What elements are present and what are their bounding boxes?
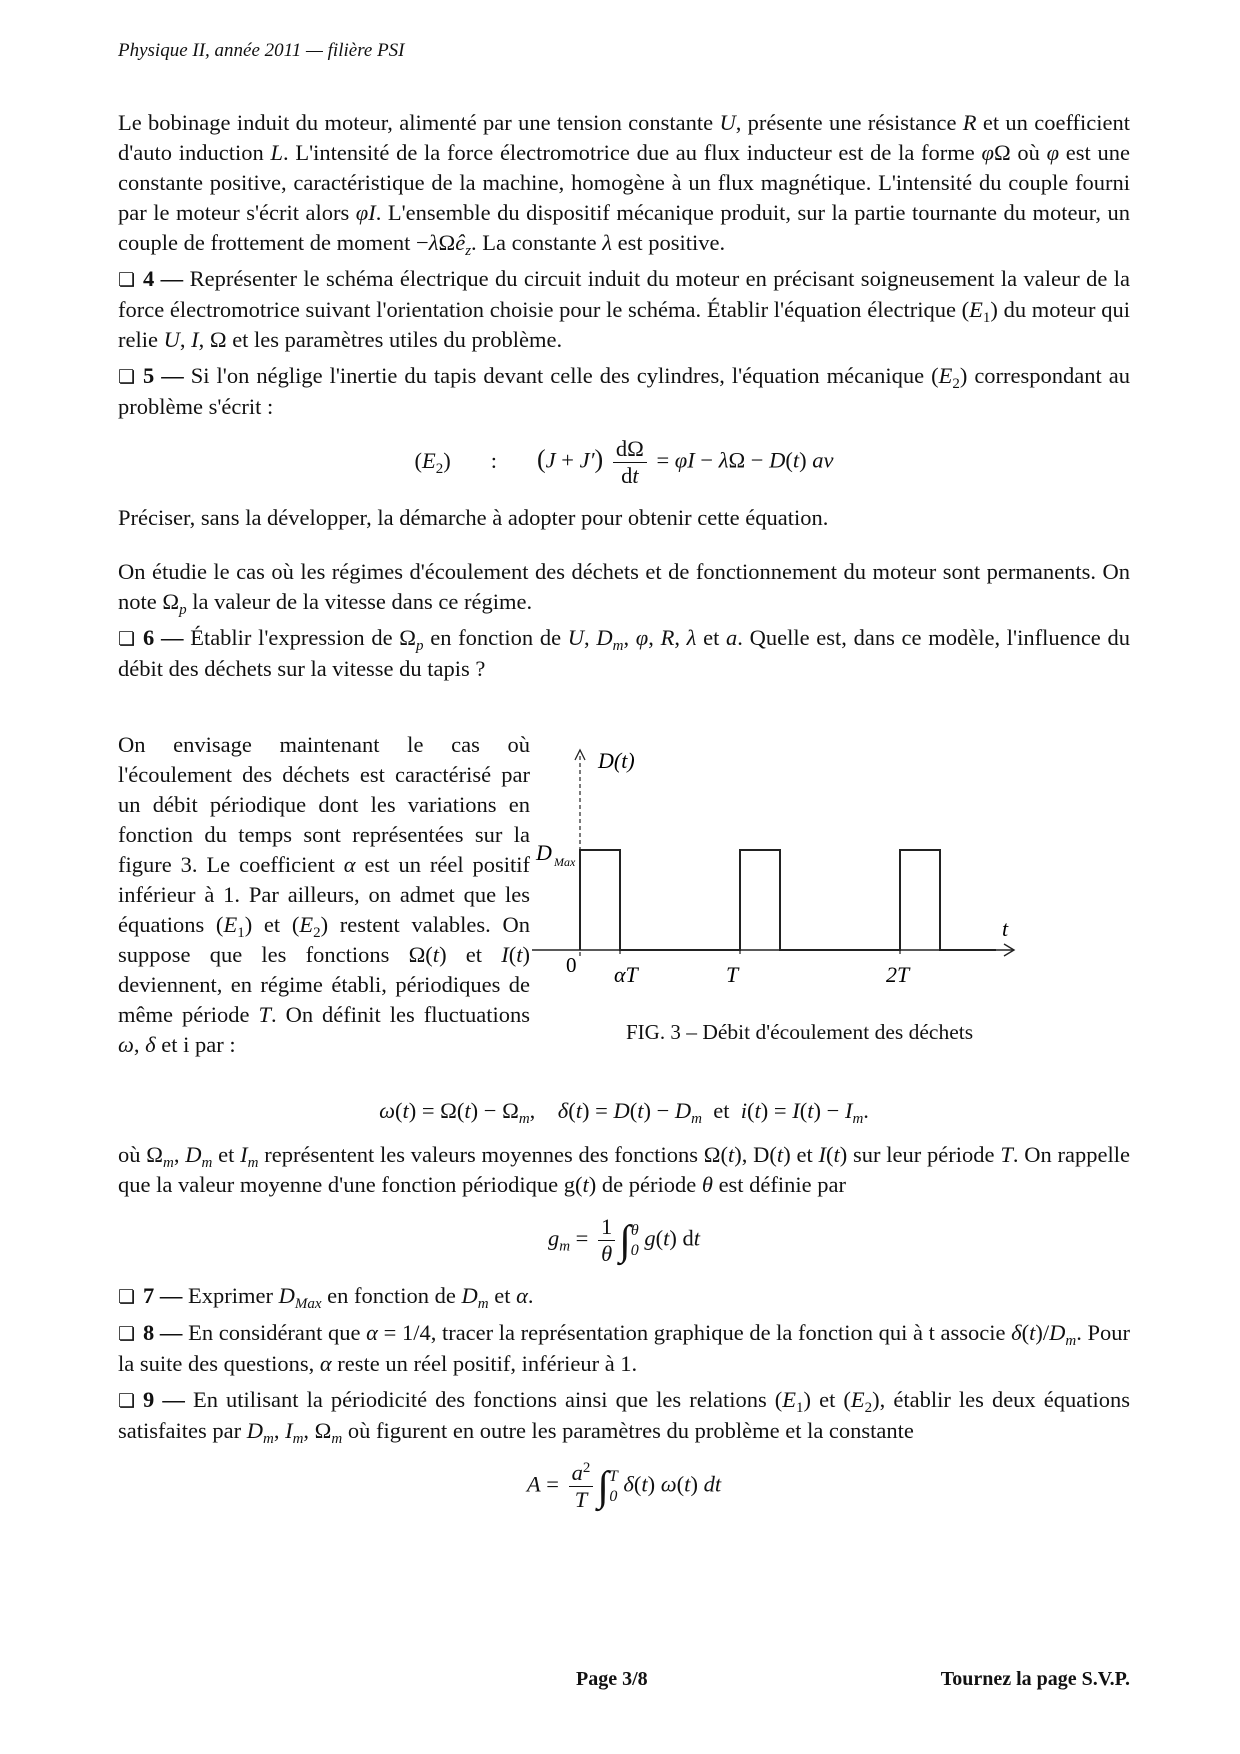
permanent-regime-paragraph: On étudie le cas où les régimes d'écoulement des déchets et de fonctionnement du moteur sont permanents. On note $\Omega_p$ la valeur de la vitesse dans ce régime.	[118, 559, 1130, 618]
equation-mean: $g_m$ = $\frac{1}{\theta}$ ∫ θ 0 g(t) dt	[547, 1214, 701, 1266]
equation-a: A = $\frac{a^2}{T}$ ∫ T 0 δ(t) ω(t) dt	[526, 1460, 722, 1512]
checkbox-icon: ❏	[118, 269, 136, 291]
x-tick-label: αT	[614, 962, 638, 987]
page-number: Page 3/8	[576, 1668, 648, 1690]
mean-values-paragraph: où $\Omega_m$, $D_m$ et $I_m$ représentent les valeurs moyennes des fonctions Ω(t), D(t) et I(t) sur leur période T. On rappelle que la valeur moyenne d'une fonction périodique g(t) de période θ est définie par	[118, 1142, 1130, 1197]
equation-e2: $(E_2)$ : (J + J′) $\frac{d\Omega}{dt}$ = φI − λΩ − D(t) av	[414, 436, 834, 488]
origin-label: 0	[566, 953, 577, 977]
question-number: 8 —	[143, 1320, 183, 1345]
question-8	[118, 1318, 1130, 1379]
x-tick-label: 2T	[886, 962, 910, 987]
question-text: Représenter le schéma électrique du circuit induit du moteur en précisant soigneusement la valeur de la force électromotrice suivant l'orientation choisie pour le schéma. Établir l'équation électrique $(E_1)$ du moteur qui relie U, I, Ω et les paramètres utiles du problème.	[118, 266, 1131, 352]
question-number: 6 —	[143, 625, 184, 650]
checkbox-icon: ❏	[118, 1286, 136, 1308]
question-number: 9 —	[143, 1387, 185, 1412]
x-tick-label: T	[726, 962, 739, 987]
page	[118, 40, 1130, 1527]
question-number: 7 —	[143, 1283, 183, 1308]
question-4	[118, 264, 1130, 355]
turn-page-note: Tournez la page S.V.P.	[940, 1668, 1130, 1690]
checkbox-icon: ❏	[118, 366, 136, 388]
question-7	[118, 1281, 1130, 1312]
question-text: Établir l'expression de $\Omega_p$ en fonction de U, $D_m$, φ, R, λ et a. Quelle est, dans ce modèle, l'influence du débit des déchets sur la vitesse du tapis ?	[118, 625, 1130, 681]
figure-section	[118, 730, 1130, 1060]
checkbox-icon: ❏	[118, 1323, 136, 1345]
pulse-series-line	[580, 850, 996, 950]
figure-caption	[626, 1020, 973, 1045]
y-axis-label: D(t)	[598, 748, 635, 773]
figure-caption-text: – Débit d'écoulement des déchets	[680, 1020, 974, 1044]
x-axis-label: t	[1002, 916, 1009, 941]
intro-paragraph: Le bobinage induit du moteur, alimenté par une tension constante U, présente une résistance R et un coefficient d'auto induction L. L'intensité de la force électromotrice due au flux inducteur est de la forme φΩ où φ est une constante positive, caractéristique de la machine, homogène à un flux magnétique. L'intensité du couple fourni par le moteur s'écrit alors φI. L'ensemble du dispositif mécanique produit, sur la partie tournante du moteur, un couple de frottement de moment −λΩê$_z$. La constante λ est positive.	[118, 110, 1130, 259]
debit-chart	[530, 730, 1130, 1020]
figure-3	[530, 730, 1130, 1060]
page-header: Physique II, année 2011 — filière PSI	[118, 40, 405, 61]
checkbox-icon: ❏	[118, 628, 136, 650]
question-text: En considérant que α = 1/4, tracer la représentation graphique de la fonction qui à t associe $\delta(t)/D_m$. Pour la suite des questions, α reste un réel positif, inférieur à 1.	[118, 1320, 1131, 1376]
question-number: 5 —	[143, 363, 184, 388]
question-text: En utilisant la périodicité des fonctions ainsi que les relations $(E_1)$ et $(E_2)$, établir les deux équations satisfaites par $D_m$, $I_m$, $\Omega_m$ où figurent en outre les paramètres du problème et la constante	[118, 1387, 1130, 1447]
q5-followup: Préciser, sans la développer, la démarche à adopter pour obtenir cette équation.	[118, 505, 829, 530]
periodic-paragraph: On envisage maintenant le cas où l'écoulement des déchets est caractérisé par un débit périodique dont les variations en fonction du temps sont représentées sur la figure 3. Le coefficient α est un réel positif inférieur à 1. Par ailleurs, on admet que les équations $(E_1)$ et $(E_2)$ restent valables. On suppose que les fonctions Ω(t) et I(t) deviennent, en régime établi, périodiques de même période T. On définit les fluctuations ω, δ et i par :	[118, 732, 531, 1057]
checkbox-icon: ❏	[118, 1390, 136, 1412]
ymax-label: D	[536, 840, 552, 865]
figure-caption-prefix: FIG. 3	[626, 1020, 681, 1044]
question-9	[118, 1385, 1130, 1446]
question-5	[118, 361, 1130, 422]
question-text: Exprimer $D_{Max}$ en fonction de $D_m$ et α.	[188, 1283, 534, 1312]
equation-fluctuations: $\omega(t) = \Omega(t) - \Omega_m$, $\delta(t) = D(t) - D_m$ et $i(t) = I(t) - I_m$.	[379, 1098, 869, 1127]
question-number: 4 —	[143, 266, 184, 291]
ymax-label-sub: Max	[554, 855, 576, 869]
question-6	[118, 623, 1130, 684]
question-text: Si l'on néglige l'inertie du tapis devant celle des cylindres, l'équation mécanique $(E_2)$ correspondant au problème s'écrit :	[118, 363, 1131, 419]
